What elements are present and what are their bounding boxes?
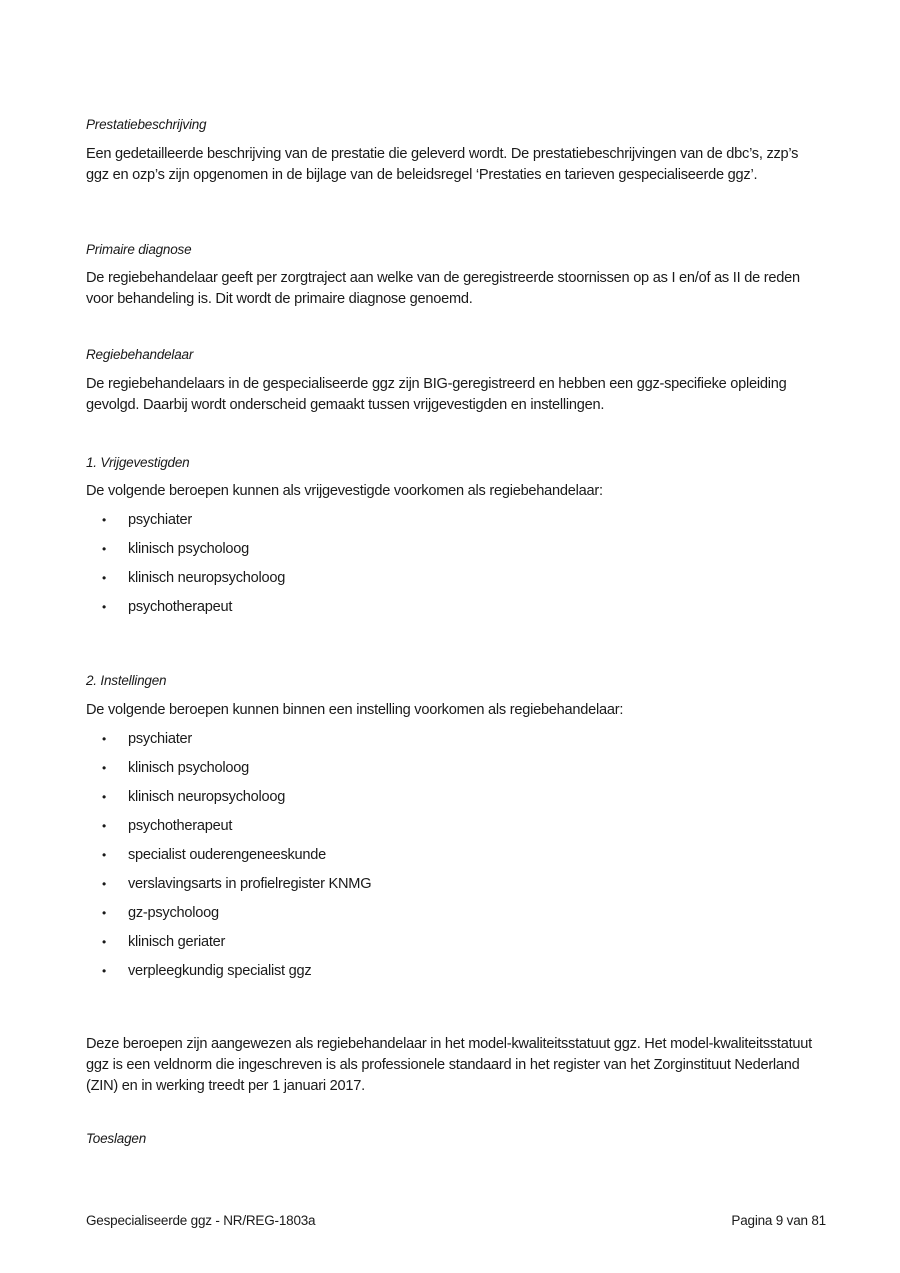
bullet-icon: • xyxy=(102,877,106,891)
paragraph-primaire-diagnose: De regiebehandelaar geeft per zorgtraject aan welke van de geregistreerde stoornissen op as I en/of as II de reden voor behandeling is. Dit wordt de primaire diagnose genoemd. xyxy=(86,270,800,307)
intro-instellingen: De volgende beroepen kunnen binnen een instelling voorkomen als regiebehandelaar: xyxy=(86,702,624,718)
heading-instellingen: 2. Instellingen xyxy=(86,673,167,688)
footer-document-id: Gespecialiseerde ggz - NR/REG-1803a xyxy=(86,1213,316,1228)
heading-primaire-diagnose: Primaire diagnose xyxy=(86,242,192,257)
bullet-icon: • xyxy=(102,761,106,775)
bullet-icon: • xyxy=(102,732,106,746)
heading-regiebehandelaar: Regiebehandelaar xyxy=(86,347,194,362)
bullet-icon: • xyxy=(102,571,106,585)
bullet-icon: • xyxy=(102,935,106,949)
bullet-icon: • xyxy=(102,542,106,556)
heading-vrijgevestigden: 1. Vrijgevestigden xyxy=(86,455,190,470)
paragraph-regiebehandelaar: De regiebehandelaars in de gespecialiseerde ggz zijn BIG-geregistreerd en hebben een ggz-specifieke opleiding gevolgd. Daarbij wordt onderscheid gemaakt tussen vrijgevestigden en instellingen. xyxy=(86,376,787,413)
paragraph-closing: Deze beroepen zijn aangewezen als regiebehandelaar in het model-kwaliteitsstatuut ggz. Het model-kwaliteitsstatuut ggz is een veldnorm die ingeschreven is als professionele standaard in het register van het Zorginstituut Nederland (ZIN) en in werking treedt per 1 januari 2017. xyxy=(86,1036,812,1094)
bullet-icon: • xyxy=(102,819,106,833)
heading-toeslagen: Toeslagen xyxy=(86,1131,147,1146)
bullet-icon: • xyxy=(102,848,106,862)
heading-prestatiebeschrijving: Prestatiebeschrijving xyxy=(86,117,207,132)
bullet-icon: • xyxy=(102,964,106,978)
bullet-icon: • xyxy=(102,600,106,614)
bullet-icon: • xyxy=(102,906,106,920)
intro-vrijgevestigden: De volgende beroepen kunnen als vrijgevestigde voorkomen als regiebehandelaar: xyxy=(86,483,603,499)
footer-page-number: Pagina 9 van 81 xyxy=(731,1213,826,1228)
bullet-icon: • xyxy=(102,790,106,804)
paragraph-prestatiebeschrijving: Een gedetailleerde beschrijving van de prestatie die geleverd wordt. De prestatiebeschrijvingen van de dbc’s, zzp’s ggz en ozp’s zijn opgenomen in de bijlage van de beleidsregel ‘Prestaties en tarieven gespecialiseerde ggz’. xyxy=(86,146,799,183)
bullet-icon: • xyxy=(102,513,106,527)
